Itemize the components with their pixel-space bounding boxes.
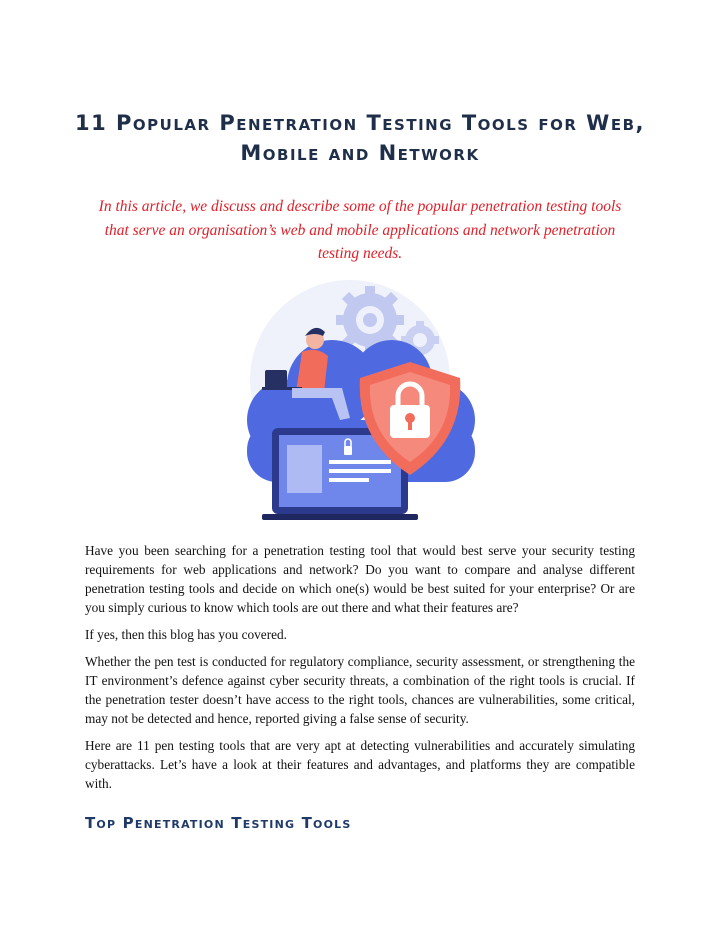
- article-title: 11 Popular Penetration Testing Tools for Web, Mobile and Network: [74, 111, 646, 165]
- body-paragraph: If yes, then this blog has you covered.: [85, 627, 287, 642]
- hero-illustration: [232, 270, 488, 530]
- body-paragraph: Here are 11 pen testing tools that are very apt at detecting vulnerabilities and accurately simulating cyberattacks. Let’s have a look at their features and advantages, and platforms they are compatible with.: [85, 738, 635, 791]
- body-paragraph: Whether the pen test is conducted for regulatory compliance, security assessment, or strengthening the IT environment’s defence against cyber security threats, a combination of the right tools is crucial. If the penetration tester doesn’t have access to the right tools, chances are vulnerabilities, some critical, may not be detected and hence, reported giving a false sense of security.: [85, 654, 635, 726]
- section-heading: Top Penetration Testing Tools: [85, 814, 352, 832]
- security-illustration-svg: [232, 270, 488, 530]
- article-body: [85, 541, 635, 801]
- body-paragraph: Have you been searching for a penetration testing tool that would best serve your security testing requirements for web applications and network? Do you want to compare and analyse different penetration testing tools and decide on which one(s) would be best suited for your enterprise? Or are you simply curious to know which tools are out there and what their features are?: [85, 543, 635, 615]
- article-intro: In this article, we discuss and describe some of the popular penetration testing tools that serve an organisation’s web and mobile applications and network penetration testing needs.: [98, 198, 622, 262]
